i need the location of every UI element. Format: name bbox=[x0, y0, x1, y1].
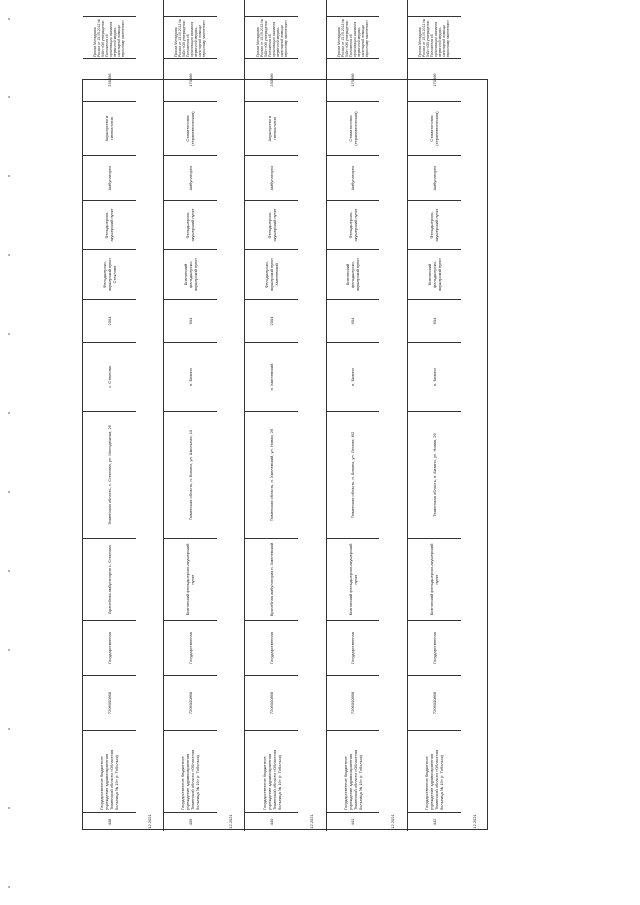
services: Стоматология (терапевтическая) bbox=[327, 101, 380, 155]
binding-hole-dot bbox=[8, 18, 10, 20]
organization-name: Государственное бюджетное учреждение здравоохранения Тюменской области «Областная больница № 19» (г. Тобольск) bbox=[164, 730, 217, 812]
inn: 7206000898 bbox=[164, 675, 217, 730]
table-row bbox=[245, 0, 326, 831]
unit-name: Бизнянский фельдшерско-акушерский пункт bbox=[327, 538, 380, 620]
settlement: п. Бизино bbox=[327, 342, 380, 411]
ownership-form: Государственная bbox=[408, 620, 461, 675]
organization-name: Государственное бюджетное учреждение здравоохранения Тюменской области «Областная больница № 19» (г. Тобольск) bbox=[245, 730, 298, 812]
unit-kind: Фельдшерско-акушерский пункт bbox=[245, 200, 298, 249]
unit-type: Фельдшерско-акушерский пункт Стеклова bbox=[83, 249, 136, 299]
unit-kind: Фельдшерско-акушерский пункт bbox=[83, 200, 136, 249]
table-row bbox=[327, 0, 408, 831]
unit-name: Бизнянский фельдшерско-акушерский пункт bbox=[164, 538, 217, 620]
regulation: Приказ Минздрава России от 15.05.2012 № 543н «Об утверждении Положения об организации оказания первичной медико-санитарной помощи взрослому населению» bbox=[245, 16, 298, 58]
table-row bbox=[83, 0, 164, 831]
table-row bbox=[408, 0, 489, 831]
care-mode: Амбулаторно bbox=[83, 155, 136, 200]
count bbox=[408, 0, 461, 16]
binding-hole-dot bbox=[8, 728, 10, 730]
organization-name: Государственное бюджетное учреждение здравоохранения Тюменской области «Областная больница № 19» (г. Тобольск) bbox=[408, 730, 461, 812]
unit-kind: Фельдшерско-акушерский пункт bbox=[408, 200, 461, 249]
inn: 7206000898 bbox=[83, 675, 136, 730]
address: Тюменская область, п. Бизино, ул. Лесная, 8/2 bbox=[327, 411, 380, 538]
services: Стоматология (терапевтическая) bbox=[164, 101, 217, 155]
code: 170986 bbox=[408, 58, 461, 101]
binding-hole-dot bbox=[8, 570, 10, 572]
inn: 7206000898 bbox=[327, 675, 380, 730]
ownership-form: Государственная bbox=[327, 620, 380, 675]
count bbox=[245, 0, 298, 16]
unit-kind: Фельдшерско-акушерский пункт bbox=[327, 200, 380, 249]
organization-name: Государственное бюджетное учреждение здравоохранения Тюменской области «Областная больница № 19» (г. Тобольск) bbox=[83, 730, 136, 812]
organization-name: Государственное бюджетное учреждение здравоохранения Тюменской области «Областная больница № 19» (г. Тобольск) bbox=[327, 730, 380, 812]
inn: 7206000898 bbox=[245, 675, 298, 730]
table-row bbox=[164, 0, 245, 831]
date: 12.2021 bbox=[472, 814, 478, 829]
ownership-form: Государственная bbox=[83, 620, 136, 675]
unit-type: Бизнянский фельдшерско-акушерский пункт bbox=[164, 249, 217, 299]
binding-hole-dot bbox=[8, 491, 10, 493]
unit-name: Врачебная амбулатория п. Хмелевский bbox=[245, 538, 298, 620]
care-mode: Амбулаторно bbox=[408, 155, 461, 200]
row-number: 440 bbox=[245, 812, 298, 831]
facility-table bbox=[82, 19, 488, 830]
unit-type: Бизнянский фельдшерско-акушерский пункт bbox=[327, 249, 380, 299]
binding-hole-dot bbox=[8, 333, 10, 335]
binding-hole-dot bbox=[8, 254, 10, 256]
rotated-table-body bbox=[83, 19, 489, 831]
services: Акушерство и гинекология bbox=[83, 101, 136, 155]
population: 604 bbox=[327, 299, 380, 342]
ownership-form: Государственная bbox=[164, 620, 217, 675]
count bbox=[83, 0, 136, 16]
row-number: 439 bbox=[164, 812, 217, 831]
services: Акушерство и гинекология bbox=[245, 101, 298, 155]
care-mode: Амбулаторно bbox=[245, 155, 298, 200]
address: Тюменская область, п. Бизино, ул. Школьная, 10 bbox=[164, 411, 217, 538]
settlement: п. Бизино bbox=[164, 342, 217, 411]
unit-type: Бизнянский фельдшерско-акушерский пункт bbox=[408, 249, 461, 299]
row-number: 441 bbox=[327, 812, 380, 831]
care-mode: Амбулаторно bbox=[164, 155, 217, 200]
code: 230986 bbox=[83, 58, 136, 101]
count bbox=[327, 0, 380, 16]
binding-hole-dot bbox=[8, 412, 10, 414]
unit-type: Фельдшерско-акушерский пункт Хмелевский bbox=[245, 249, 298, 299]
regulation: Приказ Минздрава России от 15.05.2012 № 543н «Об утверждении Положения об организации оказания первичной медико-санитарной помощи взрослому населению» bbox=[327, 16, 380, 58]
regulation: Приказ Минздрава России от 15.05.2012 № 543н «Об утверждении Положения об организации оказания первичной медико-санитарной помощи взрослому населению» bbox=[164, 16, 217, 58]
date: 12.2021 bbox=[228, 814, 234, 829]
binding-hole-dot bbox=[8, 807, 10, 809]
regulation: Приказ Минздрава России от 15.05.2012 № 543н «Об утверждении Положения об организации оказания первичной медико-санитарной помощи взрослому населению» bbox=[83, 16, 136, 58]
binding-hole-dot bbox=[8, 96, 10, 98]
regulation: Приказ Минздрава России от 15.05.2012 № 543н «Об утверждении Положения об организации оказания первичной медико-санитарной помощи взрослому населению» bbox=[408, 16, 461, 58]
services: Стоматология (терапевтическая) bbox=[408, 101, 461, 155]
date: 12.2021 bbox=[146, 814, 152, 829]
count bbox=[164, 0, 217, 16]
unit-kind: Фельдшерско-акушерский пункт bbox=[164, 200, 217, 249]
settlement: п. Бизино bbox=[408, 342, 461, 411]
address: Тюменская область, с. Стеклова, ул. Молодёжная, 26 bbox=[83, 411, 136, 538]
binding-hole-dot bbox=[8, 886, 10, 888]
settlement: с. Стеклова bbox=[83, 342, 136, 411]
address: Тюменская область, п. Хмелевский, ул. Новая, 26 bbox=[245, 411, 298, 538]
date: 12.2021 bbox=[390, 814, 396, 829]
binding-holes-margin bbox=[8, 0, 11, 905]
code: 170986 bbox=[164, 58, 217, 101]
date: 12.2021 bbox=[309, 814, 315, 829]
address: Тюменская область, п. Бизино, ул. Новая, 26 bbox=[408, 411, 461, 538]
code: 230986 bbox=[245, 58, 298, 101]
care-mode: Амбулаторно bbox=[327, 155, 380, 200]
row-number: 438 bbox=[83, 812, 136, 831]
population: 2304 bbox=[83, 299, 136, 342]
population: 2304 bbox=[245, 299, 298, 342]
code: 170986 bbox=[327, 58, 380, 101]
ownership-form: Государственная bbox=[245, 620, 298, 675]
row-number: 442 bbox=[408, 812, 461, 831]
settlement: п. Хмелевский bbox=[245, 342, 298, 411]
population: 604 bbox=[164, 299, 217, 342]
inn: 7206000898 bbox=[408, 675, 461, 730]
population: 604 bbox=[408, 299, 461, 342]
binding-hole-dot bbox=[8, 649, 10, 651]
unit-name: Врачебная амбулатория с. Стеклова bbox=[83, 538, 136, 620]
binding-hole-dot bbox=[8, 175, 10, 177]
unit-name: Бизнянский фельдшерско-акушерский пункт bbox=[408, 538, 461, 620]
